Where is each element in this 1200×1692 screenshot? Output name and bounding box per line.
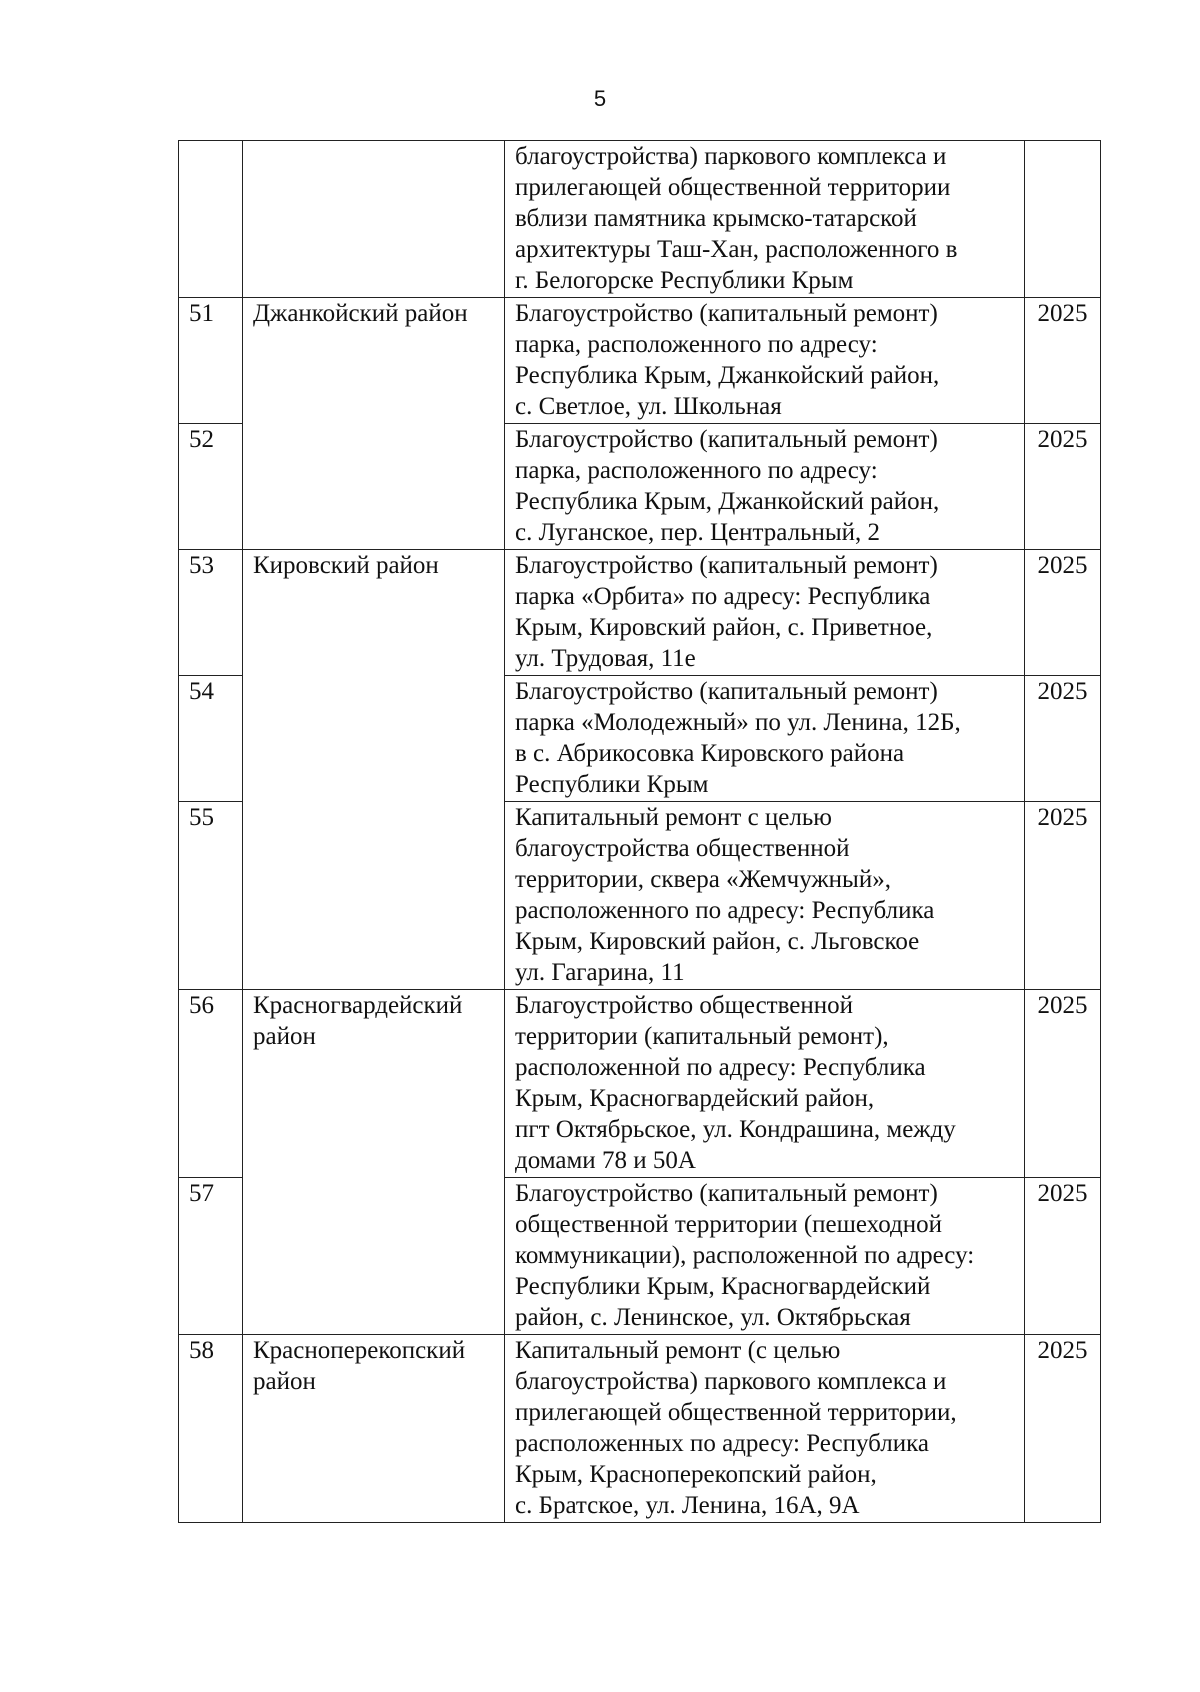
table-row [179,141,1101,298]
object-cell: Благоустройство (капитальный ремонт) парка «Орбита» по адресу: Республика Крым, Кировский район, с. Приветное, ул. Трудовая, 11е [505,550,1025,676]
row-number: 55 [179,802,243,990]
object-cell: Благоустройство (капитальный ремонт) парка «Молодежный» по ул. Ленина, 12Б, в с. Абрикосовка Кировского района Республики Крым [505,676,1025,802]
table-row [179,550,1101,676]
object-cell: благоустройства) паркового комплекса и прилегающей общественной территории вблизи памятника крымско-татарской архитектуры Таш-Хан, расположенного в г. Белогорске Республики Крым [505,141,1025,298]
row-number: 52 [179,424,243,550]
object-cell: Благоустройство общественной территории (капитальный ремонт), расположенной по адресу: Республика Крым, Красногвардейский район, пгт Октябрьское, ул. Кондрашина, между домами 78 и 50А [505,990,1025,1178]
district-cell: Джанкойский район [243,298,505,550]
district-cell: Красногвардейский район [243,990,505,1335]
year-cell [1025,141,1101,298]
year-cell: 2025 [1025,550,1101,676]
object-cell: Капитальный ремонт с целью благоустройства общественной территории, сквера «Жемчужный», расположенного по адресу: Республика Крым, Кировский район, с. Льговское ул. Гагарина, 11 [505,802,1025,990]
row-number: 56 [179,990,243,1178]
table-row [179,1335,1101,1523]
object-cell: Благоустройство (капитальный ремонт) общественной территории (пешеходной коммуникации), расположенной по адресу: Республики Крым, Красногвардейский район, с. Ленинское, ул. Октябрьская [505,1178,1025,1335]
object-cell: Капитальный ремонт (с целью благоустройства) паркового комплекса и прилегающей общественной территории, расположенных по адресу: Республика Крым, Красноперекопский район, с. Братское, ул. Ленина, 16А, 9А [505,1335,1025,1523]
district-cell: Красноперекопский район [243,1335,505,1523]
year-cell: 2025 [1025,1178,1101,1335]
districts-table [178,140,1101,1523]
year-cell: 2025 [1025,990,1101,1178]
row-number: 58 [179,1335,243,1523]
district-cell: Кировский район [243,550,505,990]
district-cell [243,141,505,298]
year-cell: 2025 [1025,1335,1101,1523]
table-row [179,990,1101,1178]
year-cell: 2025 [1025,676,1101,802]
row-number [179,141,243,298]
row-number: 57 [179,1178,243,1335]
page-number: 5 [593,86,607,111]
row-number: 51 [179,298,243,424]
row-number: 54 [179,676,243,802]
year-cell: 2025 [1025,424,1101,550]
year-cell: 2025 [1025,802,1101,990]
row-number: 53 [179,550,243,676]
object-cell: Благоустройство (капитальный ремонт) парка, расположенного по адресу: Республика Крым, Джанкойский район, с. Светлое, ул. Школьная [505,298,1025,424]
year-cell: 2025 [1025,298,1101,424]
object-cell: Благоустройство (капитальный ремонт) парка, расположенного по адресу: Республика Крым, Джанкойский район, с. Луганское, пер. Центральный, 2 [505,424,1025,550]
table-body [179,141,1101,1523]
table-row [179,298,1101,424]
